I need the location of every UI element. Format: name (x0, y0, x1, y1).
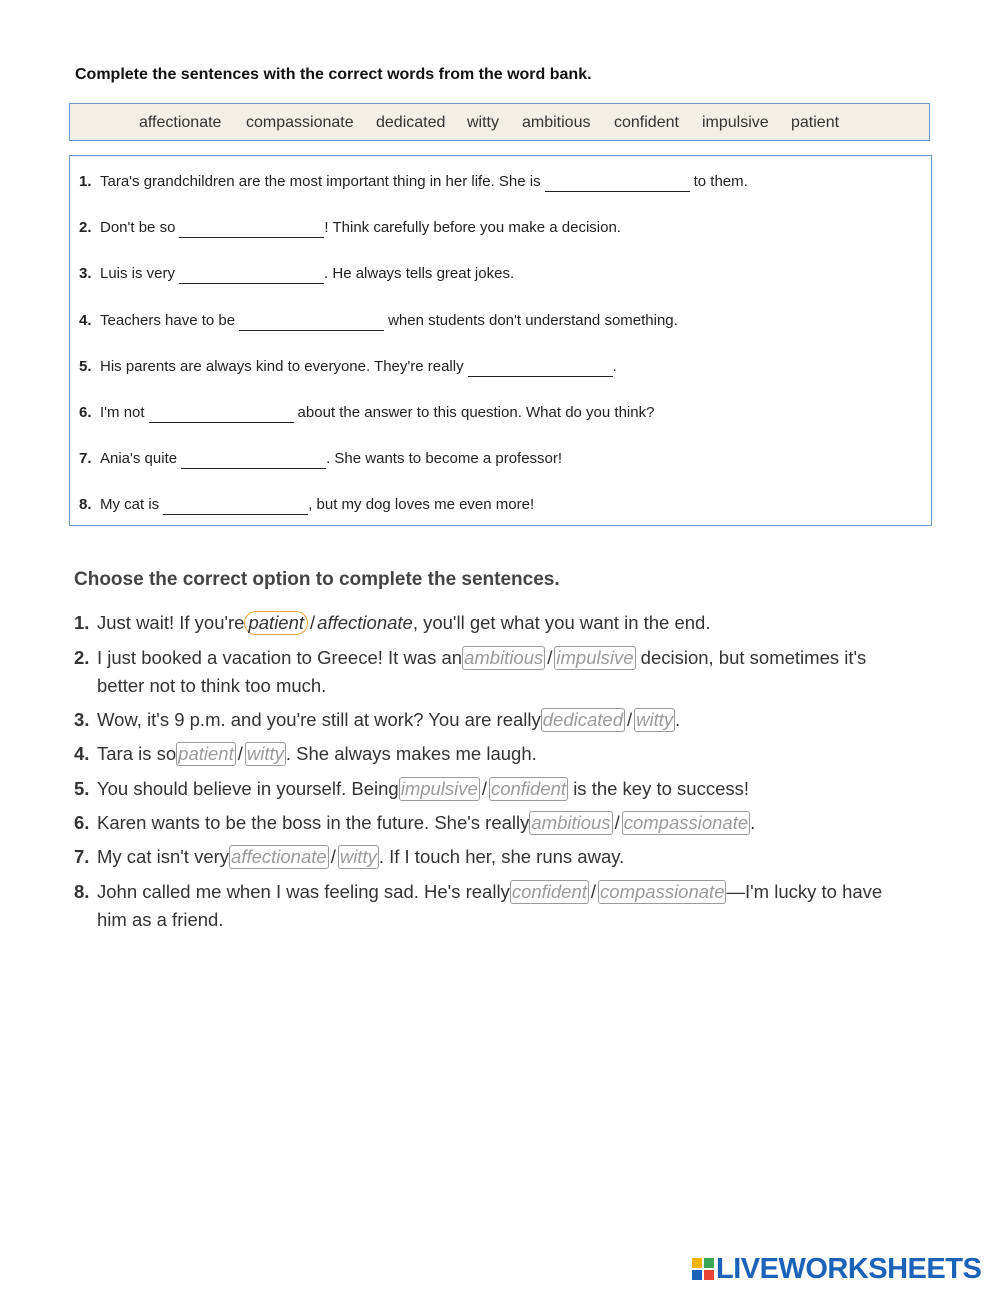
option-separator: / (237, 743, 243, 764)
sentence-row (79, 262, 514, 286)
sentence-text: Teachers have to be (100, 312, 236, 329)
word-bank-item: ambitious (522, 114, 591, 131)
sentence-row (79, 447, 562, 471)
choice-text: —I'm lucky to have (726, 881, 883, 902)
option-button[interactable]: confident (490, 778, 567, 799)
choice-text: . She always makes me laugh. (285, 743, 537, 764)
choice-text: Karen wants to be the boss in the future. She's really (97, 812, 530, 833)
choice-row (74, 879, 882, 905)
choice-row (74, 707, 680, 733)
answer-blank[interactable] (239, 312, 384, 331)
sentence-text: Don't be so (100, 219, 176, 236)
exercise2-title: Choose the correct option to complete the sentences. (74, 569, 560, 590)
sentence-number: 3. (79, 265, 92, 282)
choice-text: Just wait! If you're (97, 612, 245, 633)
choice-number: 2. (74, 647, 90, 668)
choice-text: Tara is so (97, 743, 177, 764)
sentence-text: when students don't understand something. (388, 312, 678, 329)
sentence-text: His parents are always kind to everyone. They're really (100, 358, 464, 375)
word-bank (69, 103, 930, 141)
choice-row (74, 610, 711, 636)
sentence-text: . (612, 358, 617, 375)
sentence-row (79, 355, 617, 379)
choice-number: 7. (74, 846, 90, 867)
sentence-text: . He always tells great jokes. (324, 265, 515, 282)
option-button[interactable]: witty (246, 743, 284, 764)
choice-number: 3. (74, 709, 90, 730)
choice-text: decision, but sometimes it's (640, 647, 867, 668)
choice-number: 5. (74, 778, 90, 799)
choice-text: Wow, it's 9 p.m. and you're still at work? You are really (97, 709, 541, 730)
sentence-text: , but my dog loves me even more! (308, 496, 535, 513)
choice-text: You should believe in yourself. Being (97, 778, 399, 799)
option-button[interactable]: confident (511, 881, 587, 902)
sentence-number: 2. (79, 219, 92, 236)
sentence-text: I'm not (100, 404, 145, 421)
word-bank-item: affectionate (139, 114, 222, 131)
sentence-row (79, 309, 678, 333)
sentence-row (79, 216, 621, 240)
sentence-number: 5. (79, 358, 92, 375)
option-button[interactable]: ambitious (531, 812, 611, 833)
answer-blank[interactable] (545, 173, 690, 192)
sentence-row (79, 170, 748, 194)
choice-number: 1. (74, 612, 90, 633)
choice-row (74, 844, 624, 870)
sentence-text: Luis is very (100, 265, 176, 282)
logo-text: LIVEWORKSHEETS (716, 1253, 982, 1285)
choice-number: 4. (74, 743, 90, 764)
option-button[interactable]: patient (178, 743, 234, 764)
option-button[interactable]: affectionate (231, 846, 327, 867)
option-button[interactable]: compassionate (623, 812, 749, 833)
option-selected[interactable]: patient (244, 611, 308, 635)
word-bank-item: compassionate (246, 114, 354, 131)
sentence-text: ! Think carefully before you make a decision. (324, 219, 621, 236)
choice-number: 6. (74, 812, 90, 833)
sentence-text: about the answer to this question. What do you think? (297, 404, 655, 421)
sentence-number: 8. (79, 496, 92, 513)
option-separator: / (310, 612, 316, 633)
word-bank-item: dedicated (376, 114, 446, 131)
answer-blank[interactable] (179, 219, 324, 238)
word-bank-item: confident (614, 114, 679, 131)
choice-text: . (675, 709, 681, 730)
sentence-text: My cat is (100, 496, 160, 513)
option-separator: / (590, 881, 597, 902)
option-button[interactable]: impulsive (556, 647, 634, 668)
choice-continuation: better not to think too much. (97, 675, 327, 696)
choice-text: . (750, 812, 756, 833)
answer-blank[interactable] (163, 496, 308, 515)
option-button[interactable]: witty (636, 709, 674, 730)
choice-text: . If I touch her, she runs away. (378, 846, 625, 867)
logo-blocks-icon (692, 1258, 714, 1280)
choice-text: My cat isn't very (97, 846, 230, 867)
option-separator: / (614, 812, 620, 833)
choice-row (74, 810, 755, 836)
sentence-number: 6. (79, 404, 92, 421)
choice-text: , you'll get what you want in the end. (412, 612, 711, 633)
sentence-row (79, 401, 654, 425)
sentence-text: . She wants to become a professor! (326, 450, 563, 467)
word-bank-item: witty (467, 114, 499, 131)
choice-text: I just booked a vacation to Greece! It was an (97, 647, 463, 668)
sentence-text: Tara's grandchildren are the most important thing in her life. She is (100, 173, 541, 190)
choice-continuation: him as a friend. (97, 909, 224, 930)
choice-row (74, 645, 866, 671)
choice-row (74, 776, 749, 802)
option-separator: / (481, 778, 487, 799)
choice-text: John called me when I was feeling sad. He's really (97, 881, 510, 902)
exercise1-title: Complete the sentences with the correct words from the word bank. (75, 66, 592, 83)
answer-blank[interactable] (468, 358, 613, 377)
option-button[interactable]: dedicated (542, 709, 623, 730)
option-button[interactable]: impulsive (400, 778, 478, 799)
sentence-number: 1. (79, 173, 92, 190)
option-button[interactable]: witty (339, 846, 377, 867)
answer-blank[interactable] (181, 450, 326, 469)
word-bank-item: impulsive (702, 114, 769, 131)
choice-number: 8. (74, 881, 90, 902)
option-button[interactable]: compassionate (600, 881, 725, 902)
sentence-number: 4. (79, 312, 92, 329)
option-separator: / (547, 647, 553, 668)
sentence-number: 7. (79, 450, 92, 467)
sentence-text: to them. (693, 173, 748, 190)
option-button[interactable]: ambitious (464, 647, 544, 668)
choice-row (74, 741, 537, 767)
option-separator: / (330, 846, 336, 867)
word-bank-item: patient (791, 114, 840, 131)
answer-blank[interactable] (179, 265, 324, 284)
sentence-text: Ania's quite (100, 450, 178, 467)
sentence-row (79, 493, 534, 517)
answer-blank[interactable] (149, 404, 294, 423)
option-separator: / (626, 709, 633, 730)
choice-text: is the key to success! (573, 778, 750, 799)
option-button[interactable]: affectionate (317, 612, 413, 633)
